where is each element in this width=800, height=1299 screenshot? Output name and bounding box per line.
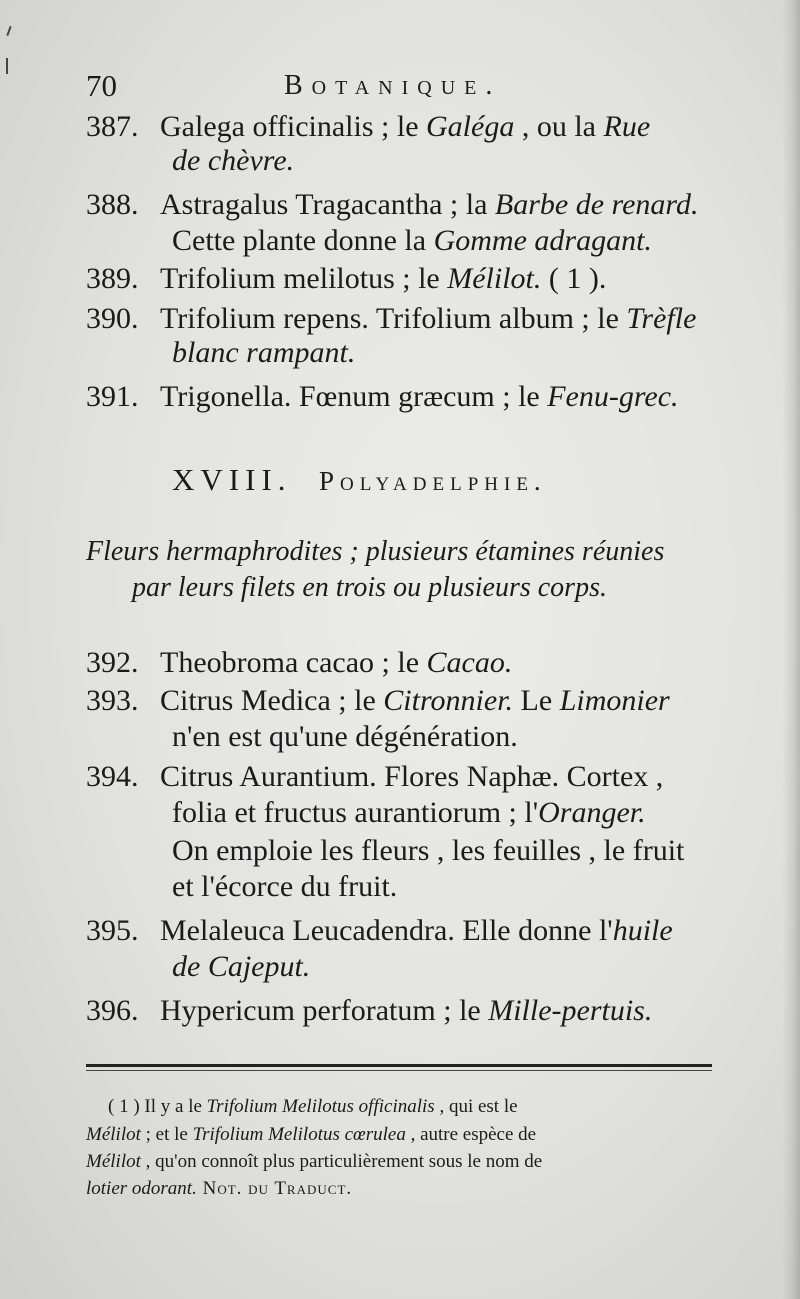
running-title: Botanique. (284, 70, 502, 101)
entry-line: Astragalus Tragacantha ; la Barbe de renard. (160, 188, 699, 221)
entry-number: 394. (86, 760, 139, 793)
entry-number: 391. (86, 380, 139, 413)
entry-line: blanc rampant. (172, 336, 356, 369)
ink-mark (6, 26, 11, 36)
entry-line: Citrus Medica ; le Citronnier. Le Limonier (160, 684, 670, 717)
entry-line: Trigonella. Fœnum græcum ; le Fenu-grec. (160, 380, 679, 413)
footnote-line: ( 1 ) Il y a le Trifolium Melilotus officinalis , qui est le (108, 1096, 518, 1117)
entry-line: Theobroma cacao ; le Cacao. (160, 646, 513, 679)
entry-line: n'en est qu'une dégénération. (172, 720, 518, 753)
entry-number: 393. (86, 684, 139, 717)
entry-line: de chèvre. (172, 144, 295, 177)
page-number: 70 (86, 68, 117, 103)
section-description: Fleurs hermaphrodites ; plusieurs étamines réunies (86, 536, 665, 567)
entry-line: Trifolium repens. Trifolium album ; le Trèfle (160, 302, 697, 335)
footnote-line: Mélilot ; et le Trifolium Melilotus cœrulea , autre espèce de (86, 1124, 537, 1145)
entry-number: 389. (86, 262, 139, 295)
section-description: par leurs filets en trois ou plusieurs corps. (132, 572, 607, 603)
entry-line: Citrus Aurantium. Flores Naphæ. Cortex , (160, 760, 664, 793)
section-heading: XVIII. Polyadelphie. (172, 462, 547, 497)
entry-number: 390. (86, 302, 139, 335)
entry-line: Hypericum perforatum ; le Mille-pertuis. (160, 994, 653, 1027)
entry-number: 392. (86, 646, 139, 679)
entry-line: Trifolium melilotus ; le Mélilot. ( 1 ). (160, 262, 607, 295)
entry-line: folia et fructus aurantiorum ; l'Oranger. (172, 796, 646, 829)
entry-line: de Cajeput. (172, 950, 311, 983)
entry-number: 387. (86, 110, 139, 143)
entry-line: Galega officinalis ; le Galéga , ou la Rue (160, 110, 651, 143)
entry-line: Melaleuca Leucadendra. Elle donne l'huile (160, 914, 673, 947)
ink-mark (6, 58, 8, 74)
page-edge-shadow (782, 0, 800, 1299)
footnote-line: lotier odorant. Not. du Traduct. (86, 1178, 353, 1199)
footnote-line: Mélilot , qu'on connoît plus particulièrement sous le nom de (86, 1151, 543, 1172)
entry-line: On emploie les fleurs , les feuilles , le fruit (172, 834, 685, 867)
footnote-rule (86, 1064, 712, 1067)
entry-number: 388. (86, 188, 139, 221)
footnote-rule-thin (86, 1070, 712, 1071)
entry-line: et l'écorce du fruit. (172, 870, 398, 903)
entry-number: 395. (86, 914, 139, 947)
entry-number: 396. (86, 994, 139, 1027)
entry-line: Cette plante donne la Gomme adragant. (172, 224, 652, 257)
